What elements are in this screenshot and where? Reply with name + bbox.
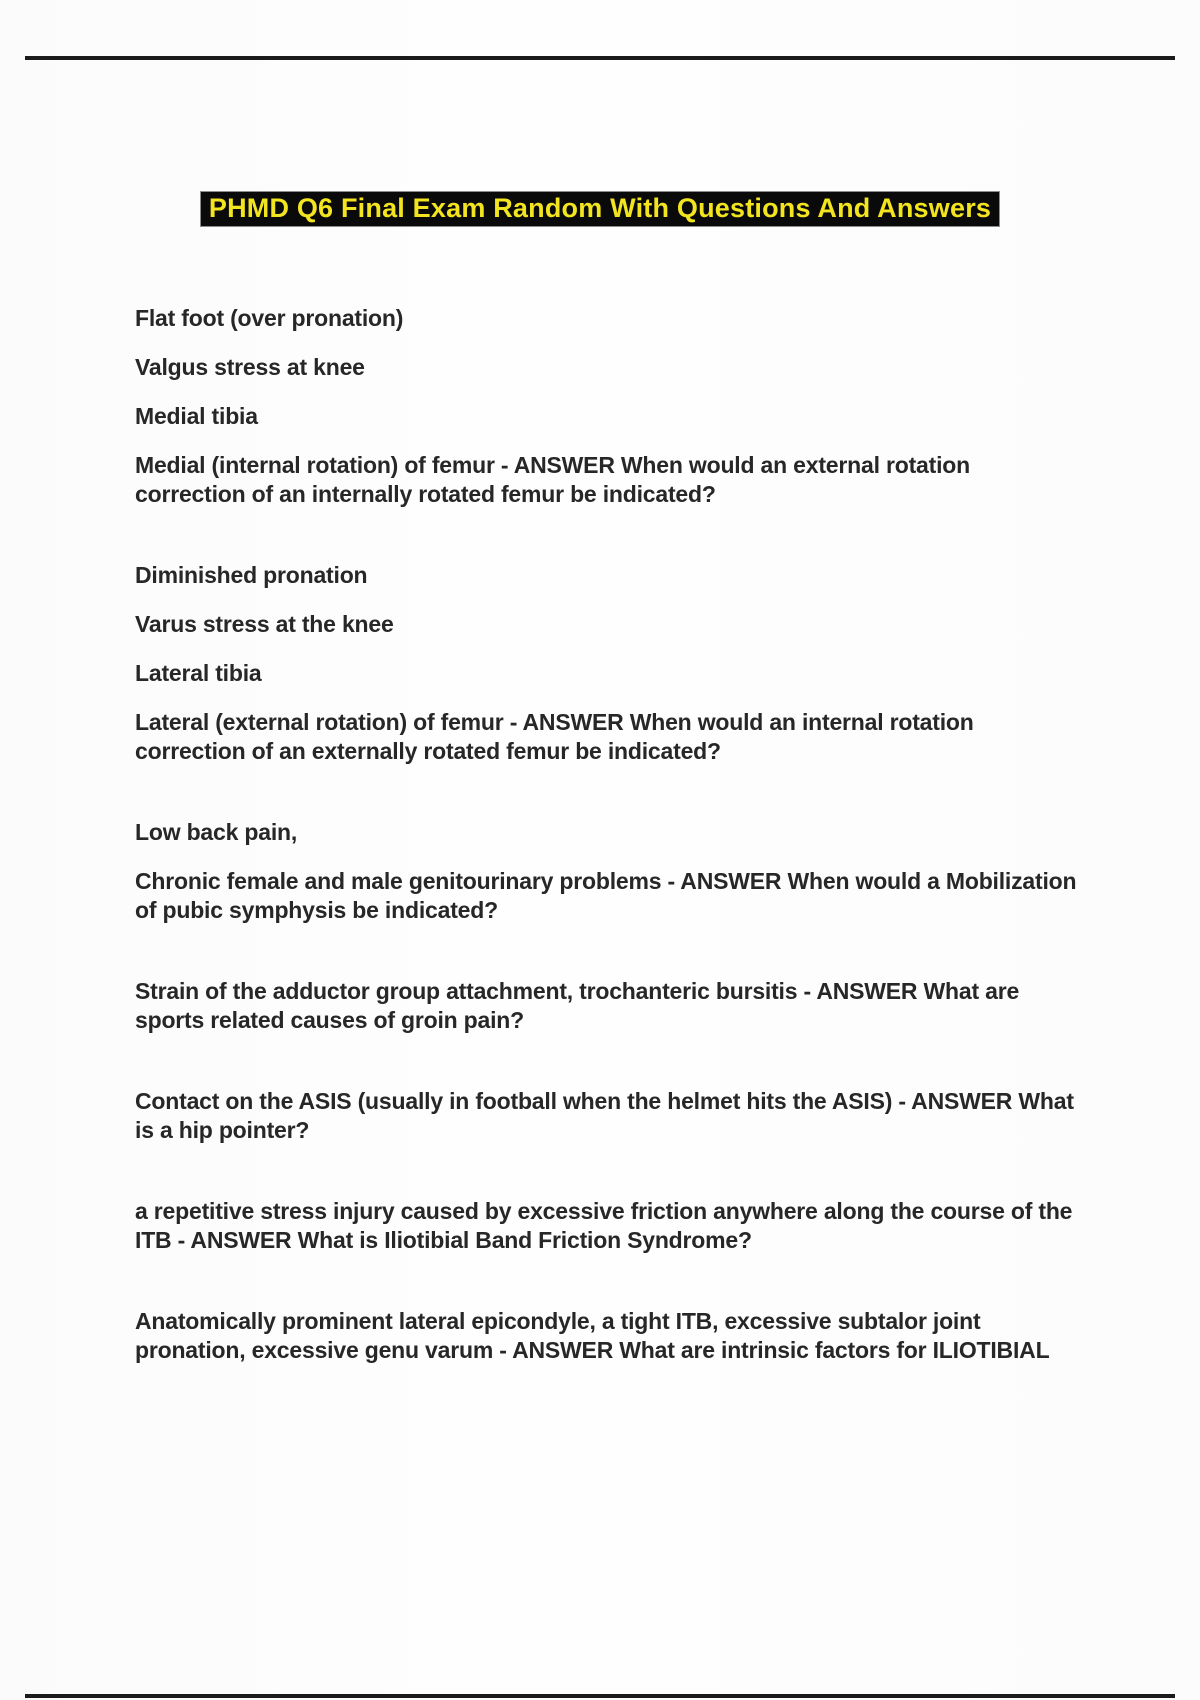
qa-line: Flat foot (over pronation) [135,305,404,331]
qa-line: correction of an externally rotated femur be indicated? [135,738,721,764]
qa-paragraph [135,451,1095,509]
qa-line: Low back pain, [135,819,298,845]
qa-paragraph [135,867,1095,925]
qa-paragraph [135,659,1095,688]
qa-paragraph [135,818,1095,847]
title-container [0,191,1200,227]
qa-group [135,1197,1095,1255]
qa-line: Contact on the ASIS (usually in football when the helmet hits the ASIS) - ANSWER What [135,1088,1074,1114]
qa-line: is a hip pointer? [135,1117,310,1143]
top-divider [25,56,1175,60]
qa-line: Chronic female and male genitourinary problems - ANSWER When would a Mobilization [135,868,1077,894]
qa-line: Strain of the adductor group attachment, trochanteric bursitis - ANSWER What are [135,978,1020,1004]
qa-paragraph [135,1087,1095,1145]
qa-line: Varus stress at the knee [135,611,394,637]
qa-paragraph [135,1197,1095,1255]
qa-paragraph [135,1307,1095,1365]
qa-paragraph [135,304,1095,333]
qa-paragraph [135,977,1095,1035]
page-title: PHMD Q6 Final Exam Random With Questions And Answers [200,191,1000,227]
qa-paragraph [135,353,1095,382]
qa-content [135,304,1095,1417]
qa-line: sports related causes of groin pain? [135,1007,524,1033]
qa-group [135,1307,1095,1365]
qa-group [135,977,1095,1035]
qa-line: Lateral tibia [135,660,262,686]
qa-paragraph [135,610,1095,639]
qa-line: Valgus stress at knee [135,354,365,380]
bottom-divider [25,1694,1175,1698]
qa-line: correction of an internally rotated femur be indicated? [135,481,716,507]
qa-group [135,561,1095,766]
qa-line: Medial (internal rotation) of femur - ANSWER When would an external rotation [135,452,970,478]
qa-line: Diminished pronation [135,562,368,588]
qa-paragraph [135,402,1095,431]
qa-line: pronation, excessive genu varum - ANSWER What are intrinsic factors for ILIOTIBIAL [135,1337,1050,1363]
qa-line: of pubic symphysis be indicated? [135,897,498,923]
qa-line: ITB - ANSWER What is Iliotibial Band Friction Syndrome? [135,1227,752,1253]
qa-line: Anatomically prominent lateral epicondyle, a tight ITB, excessive subtalor joint [135,1308,981,1334]
qa-group [135,1087,1095,1145]
qa-group [135,818,1095,925]
qa-paragraph [135,561,1095,590]
qa-group [135,304,1095,509]
qa-line: Medial tibia [135,403,258,429]
qa-line: a repetitive stress injury caused by excessive friction anywhere along the course of the [135,1198,1073,1224]
qa-line: Lateral (external rotation) of femur - ANSWER When would an internal rotation [135,709,974,735]
qa-paragraph [135,708,1095,766]
